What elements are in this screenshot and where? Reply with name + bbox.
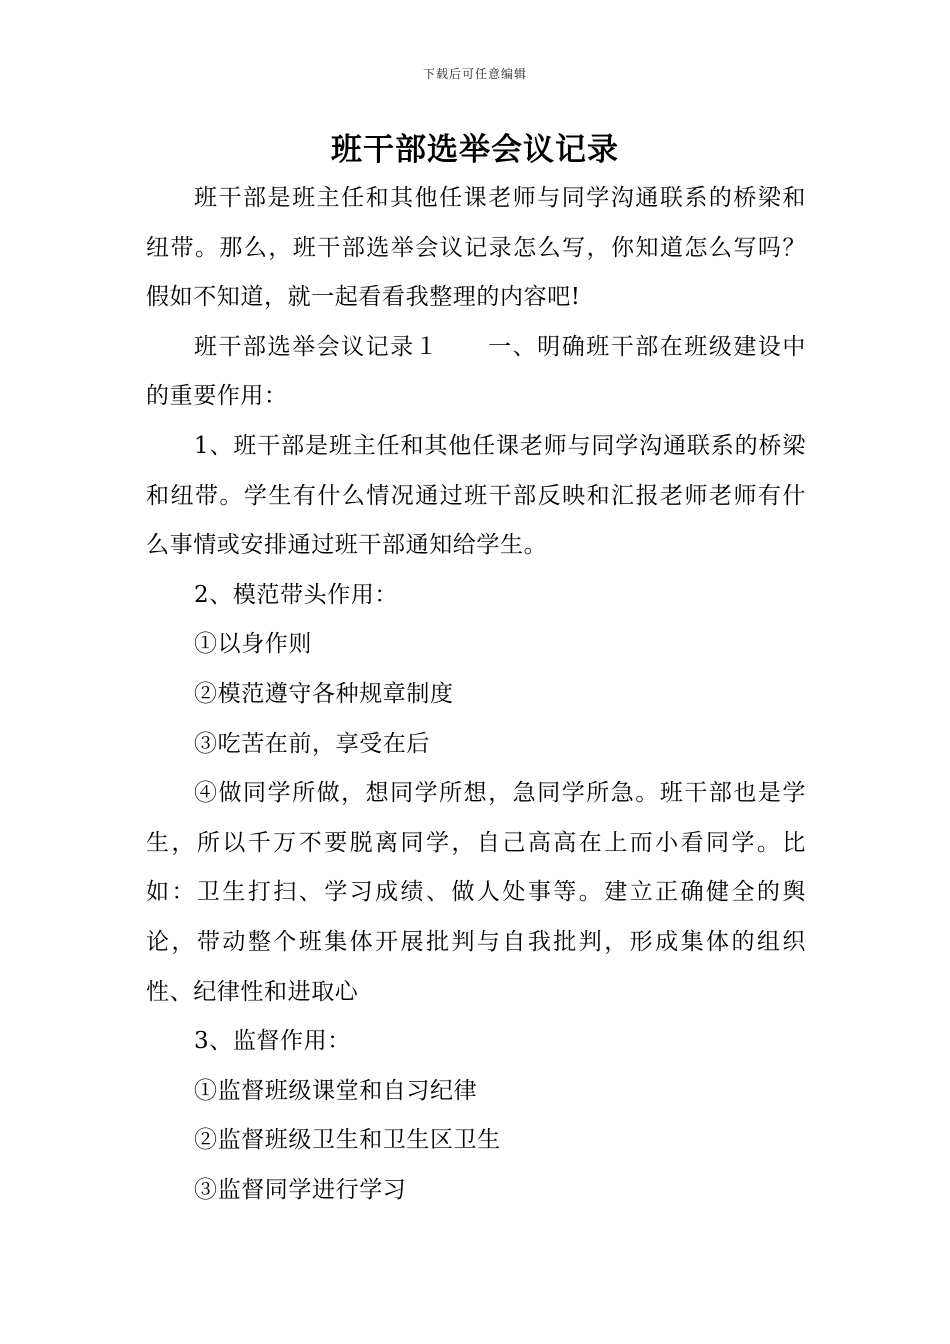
point-1-paragraph: 1、班干部是班主任和其他任课老师与同学沟通联系的桥梁和纽带。学生有什么情况通过班干部反映和汇报老师老师有什么事情或安排通过班干部通知给学生。: [146, 432, 806, 559]
list-item: ②监督班级卫生和卫生区卫生: [194, 1127, 501, 1154]
intro-paragraph: 班干部是班主任和其他任课老师与同学沟通联系的桥梁和纽带。那么，班干部选举会议记录怎么写，你知道怎么写吗？假如不知道，就一起看看我整理的内容吧!: [146, 185, 806, 311]
list-item: ①监督班级课堂和自习纪律: [194, 1077, 478, 1104]
list-item: ③监督同学进行学习: [194, 1176, 407, 1203]
header-note: 下载后可任意编辑: [422, 67, 527, 81]
section-heading-text: 一、明确班干部在班级建设中的重要作用：: [146, 333, 806, 410]
section-heading-paragraph: [146, 323, 806, 422]
document-title: 班干部选举会议记录: [331, 132, 619, 168]
list-item: ①以身作则: [194, 631, 312, 658]
section-label: 班干部选举会议记录１: [194, 333, 440, 360]
list-item: ②模范遵守各种规章制度: [194, 680, 454, 707]
list-item: ④做同学所做，想同学所想，急同学所急。班干部也是学生，所以千万不要脱离同学，自己高高在上而小看同学。比如：卫生打扫、学习成绩、做人处事等。建立正确健全的舆论，带动整个班集体开展批判与自我批判，形成集体的组织性、纪律性和进取心: [146, 780, 806, 1005]
list-item: ③吃苦在前，享受在后: [194, 730, 430, 757]
document-body: [146, 174, 806, 1215]
point-2-heading: 2、模范带头作用：: [194, 581, 399, 608]
point-3-heading: 3、监督作用：: [194, 1028, 351, 1055]
